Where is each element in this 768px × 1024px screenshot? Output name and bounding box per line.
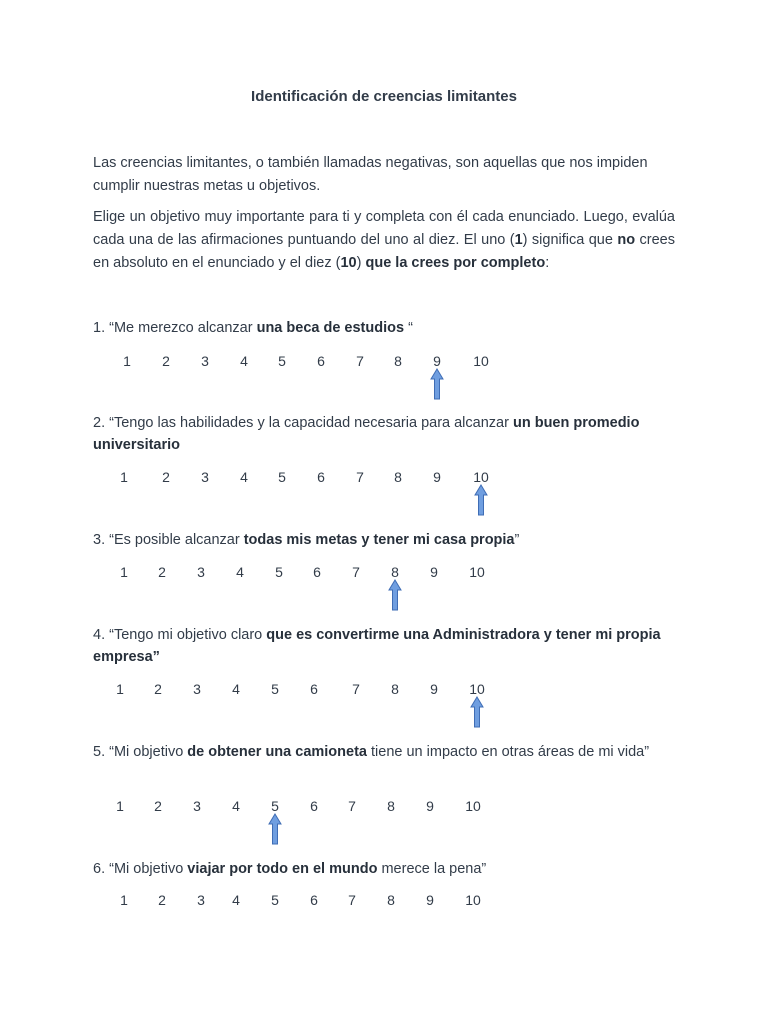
instructions-bold-10: 10 — [340, 255, 357, 271]
scale-number[interactable]: 2 — [162, 469, 170, 485]
scale-number[interactable]: 7 — [352, 564, 360, 580]
question-text: 6. “Mi objetivo — [93, 861, 188, 877]
scale-number[interactable]: 10 — [473, 469, 489, 485]
question-2 — [93, 412, 673, 456]
scale-number[interactable]: 2 — [154, 798, 162, 814]
scale-number[interactable]: 5 — [271, 798, 279, 814]
scale-number[interactable]: 8 — [391, 564, 399, 580]
scale-number[interactable]: 6 — [313, 564, 321, 580]
question-text: 2. “Tengo las habilidades y la capacidad necesaria para alcanzar — [93, 415, 513, 431]
rating-scale-3 — [0, 564, 768, 586]
scale-number[interactable]: 9 — [430, 564, 438, 580]
scale-number[interactable]: 10 — [465, 798, 481, 814]
scale-number[interactable]: 9 — [430, 681, 438, 697]
instructions-bold-1: 1 — [514, 232, 523, 248]
instructions-text-5: : — [545, 255, 550, 271]
intro-paragraph: Las creencias limitantes, o también llamadas negativas, son aquellas que nos impiden cumplir nuestras metas u objetivos. — [93, 155, 648, 194]
selected-arrow-icon — [474, 484, 488, 516]
scale-number[interactable]: 1 — [120, 892, 128, 908]
scale-number[interactable]: 10 — [465, 892, 481, 908]
instructions-paragraph — [93, 206, 675, 275]
scale-number[interactable]: 6 — [317, 469, 325, 485]
question-text: 4. “Tengo mi objetivo claro — [93, 627, 267, 643]
instructions-bold-no: no — [617, 232, 636, 248]
scale-number[interactable]: 4 — [232, 892, 240, 908]
scale-number[interactable]: 1 — [120, 469, 128, 485]
instructions-bold-complete: que la crees por completo — [365, 255, 546, 271]
scale-number[interactable]: 1 — [120, 564, 128, 580]
selected-arrow-icon — [430, 368, 444, 400]
rating-scale-6 — [0, 892, 768, 914]
instructions-text-1: Elige un objetivo muy importante para ti y completa con él cada enunciado. Luego, evalúa cada una de las afirmaciones puntuando del uno al diez. El uno ( — [93, 209, 675, 248]
scale-number[interactable]: 7 — [352, 681, 360, 697]
rating-scale-4 — [0, 681, 768, 703]
scale-number[interactable]: 2 — [158, 892, 166, 908]
question-4 — [93, 624, 673, 668]
scale-number[interactable]: 9 — [433, 469, 441, 485]
scale-number[interactable]: 3 — [197, 892, 205, 908]
scale-number[interactable]: 7 — [356, 469, 364, 485]
scale-number[interactable]: 2 — [158, 564, 166, 580]
scale-number[interactable]: 10 — [473, 353, 489, 369]
scale-number[interactable]: 6 — [317, 353, 325, 369]
question-6 — [93, 858, 673, 880]
scale-number[interactable]: 8 — [387, 892, 395, 908]
scale-number[interactable]: 9 — [426, 892, 434, 908]
question-text-end: ” — [514, 532, 520, 548]
scale-number[interactable]: 8 — [394, 469, 402, 485]
scale-number[interactable]: 6 — [310, 681, 318, 697]
scale-number[interactable]: 2 — [154, 681, 162, 697]
scale-number[interactable]: 4 — [240, 353, 248, 369]
selected-arrow-icon — [268, 813, 282, 845]
question-goal: una beca de estudios — [256, 320, 405, 336]
instructions-text-2: ) significa que — [522, 232, 618, 248]
scale-number[interactable]: 10 — [469, 564, 485, 580]
scale-number[interactable]: 3 — [201, 469, 209, 485]
question-5 — [93, 741, 673, 763]
scale-number[interactable]: 9 — [433, 353, 441, 369]
selected-arrow-icon — [470, 696, 484, 728]
scale-number[interactable]: 8 — [391, 681, 399, 697]
scale-number[interactable]: 7 — [348, 892, 356, 908]
scale-number[interactable]: 4 — [232, 681, 240, 697]
rating-scale-5 — [0, 798, 768, 820]
scale-number[interactable]: 3 — [197, 564, 205, 580]
scale-number[interactable]: 5 — [275, 564, 283, 580]
question-goal: de obtener una camioneta — [187, 744, 367, 760]
scale-number[interactable]: 4 — [232, 798, 240, 814]
instructions-text-3: crees en absoluto en el enunciado y el diez ( — [93, 232, 675, 271]
scale-number[interactable]: 7 — [356, 353, 364, 369]
scale-number[interactable]: 4 — [240, 469, 248, 485]
selected-arrow-icon — [388, 579, 402, 611]
question-3 — [93, 529, 673, 551]
scale-number[interactable]: 1 — [123, 353, 131, 369]
scale-number[interactable]: 5 — [278, 469, 286, 485]
scale-number[interactable]: 1 — [116, 681, 124, 697]
question-text: 1. “Me merezco alcanzar — [93, 320, 257, 336]
scale-number[interactable]: 4 — [236, 564, 244, 580]
scale-number[interactable]: 3 — [201, 353, 209, 369]
scale-number[interactable]: 3 — [193, 681, 201, 697]
scale-number[interactable]: 5 — [278, 353, 286, 369]
question-goal: un buen promedio universitario — [93, 415, 640, 453]
scale-number[interactable]: 7 — [348, 798, 356, 814]
question-goal: que es convertirme una Administradora y tener mi propia empresa” — [93, 627, 661, 665]
scale-number[interactable]: 9 — [426, 798, 434, 814]
question-goal: todas mis metas y tener mi casa propia — [243, 532, 515, 548]
question-text: 5. “Mi objetivo — [93, 744, 188, 760]
scale-number[interactable]: 8 — [387, 798, 395, 814]
question-text: 3. “Es posible alcanzar — [93, 532, 244, 548]
instructions-text-4: ) — [356, 255, 366, 271]
question-1 — [93, 317, 673, 339]
rating-scale-2 — [0, 469, 768, 491]
scale-number[interactable]: 2 — [162, 353, 170, 369]
scale-number[interactable]: 1 — [116, 798, 124, 814]
scale-number[interactable]: 10 — [469, 681, 485, 697]
question-text-end: tiene un impacto en otras áreas de mi vida” — [366, 744, 650, 760]
scale-number[interactable]: 6 — [310, 892, 318, 908]
scale-number[interactable]: 6 — [310, 798, 318, 814]
scale-number[interactable]: 5 — [271, 892, 279, 908]
scale-number[interactable]: 3 — [193, 798, 201, 814]
rating-scale-1 — [0, 353, 768, 375]
question-text-end: merece la pena” — [377, 861, 487, 877]
scale-number[interactable]: 8 — [394, 353, 402, 369]
question-goal: viajar por todo en el mundo — [187, 861, 378, 877]
scale-number[interactable]: 5 — [271, 681, 279, 697]
page-title: Identificación de creencias limitantes — [251, 88, 517, 105]
question-text-end: “ — [404, 320, 413, 336]
